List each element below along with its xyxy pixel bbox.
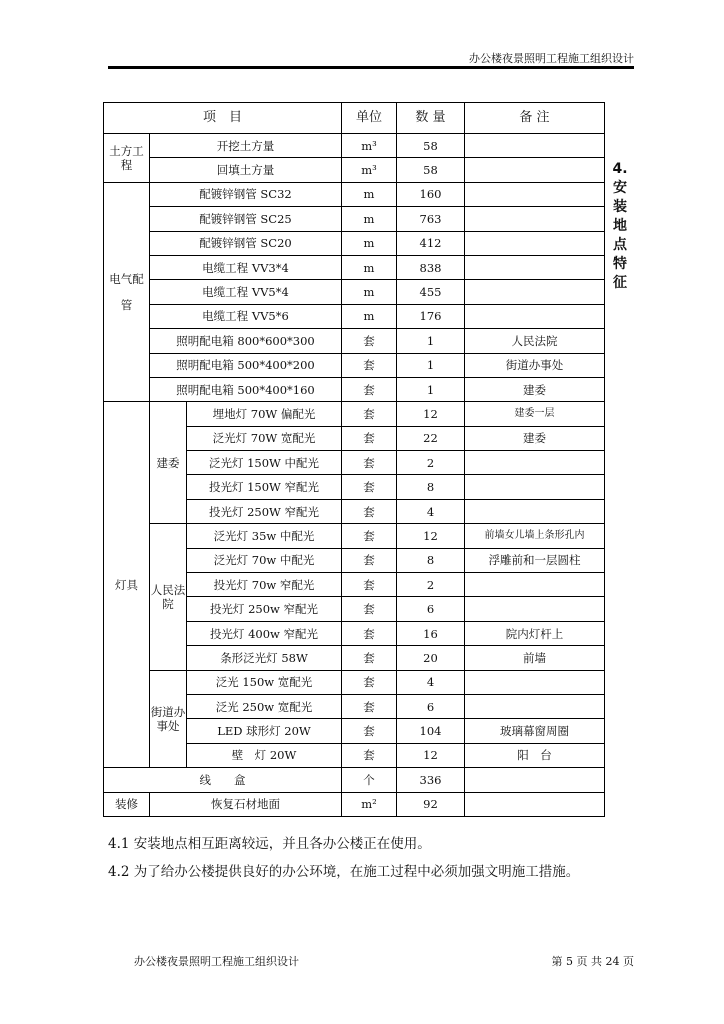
group-earthwork: 土方工程 xyxy=(104,134,150,183)
cell-note xyxy=(465,134,605,158)
cell-qty: 58 xyxy=(397,134,465,158)
group-electric: 电气配管 xyxy=(104,182,150,402)
cell-item: 投光灯 70w 窄配光 xyxy=(187,573,342,597)
group-lamps: 灯具 xyxy=(104,402,150,768)
cell-unit: m xyxy=(342,182,397,206)
cell-note xyxy=(465,499,605,523)
cell-qty: 2 xyxy=(397,573,465,597)
cell-unit: 套 xyxy=(342,499,397,523)
cell-unit: m² xyxy=(342,792,397,816)
cell-item: LED 球形灯 20W xyxy=(187,719,342,743)
header-title: 办公楼夜景照明工程施工组织设计 xyxy=(469,52,634,65)
header-unit: 单位 xyxy=(342,103,397,134)
cell-note: 前墙 xyxy=(465,646,605,670)
cell-note: 玻璃幕窗周圈 xyxy=(465,719,605,743)
cell-note: 街道办事处 xyxy=(465,353,605,377)
cell-unit: 套 xyxy=(342,670,397,694)
cell-note xyxy=(465,231,605,255)
cell-qty: 4 xyxy=(397,670,465,694)
cell-unit: 套 xyxy=(342,548,397,572)
cell-item: 泛光灯 70W 宽配光 xyxy=(187,426,342,450)
table-row xyxy=(104,377,605,401)
paragraph-4-1: 4.1 安装地点相互距离较远，并且各办公楼正在使用。 xyxy=(108,836,431,852)
table-row xyxy=(104,768,605,792)
cell-qty: 92 xyxy=(397,792,465,816)
header-qty: 数 量 xyxy=(397,103,465,134)
cell-qty: 455 xyxy=(397,280,465,304)
cell-note xyxy=(465,573,605,597)
cell-note: 人民法院 xyxy=(465,329,605,353)
table-row xyxy=(104,524,605,548)
cell-item: 投光灯 150W 窄配光 xyxy=(187,475,342,499)
subgroup-court: 人民法院 xyxy=(150,524,187,670)
cell-unit: 套 xyxy=(342,451,397,475)
cell-qty: 4 xyxy=(397,499,465,523)
cell-item: 泛光 250w 宽配光 xyxy=(187,694,342,718)
cell-item: 投光灯 250w 窄配光 xyxy=(187,597,342,621)
cell-qty: 20 xyxy=(397,646,465,670)
cell-note xyxy=(465,158,605,182)
cell-qty: 12 xyxy=(397,524,465,548)
table-row xyxy=(104,792,605,816)
cell-note xyxy=(465,304,605,328)
cell-item: 泛光灯 35w 中配光 xyxy=(187,524,342,548)
cell-unit: 套 xyxy=(342,573,397,597)
cell-item: 配镀锌钢管 SC32 xyxy=(150,182,342,206)
cell-qty: 838 xyxy=(397,255,465,279)
cell-unit: 套 xyxy=(342,719,397,743)
table-row xyxy=(104,182,605,206)
cell-unit: 套 xyxy=(342,524,397,548)
table-row xyxy=(104,402,605,426)
cell-item: 电缆工程 VV5*4 xyxy=(150,280,342,304)
cell-unit: m³ xyxy=(342,158,397,182)
cell-qty: 160 xyxy=(397,182,465,206)
cell-unit: 套 xyxy=(342,597,397,621)
header-item: 项 目 xyxy=(104,103,342,134)
cell-note xyxy=(465,597,605,621)
cell-note xyxy=(465,694,605,718)
cell-item: 投光灯 400w 窄配光 xyxy=(187,621,342,645)
cell-item: 投光灯 250W 窄配光 xyxy=(187,499,342,523)
table-row xyxy=(104,255,605,279)
cell-unit: m xyxy=(342,280,397,304)
cell-unit: 套 xyxy=(342,743,397,767)
cell-unit: 套 xyxy=(342,621,397,645)
cell-qty: 1 xyxy=(397,353,465,377)
cell-item: 回填土方量 xyxy=(150,158,342,182)
header-note: 备 注 xyxy=(465,103,605,134)
cell-unit: 套 xyxy=(342,353,397,377)
cell-note xyxy=(465,207,605,231)
table-row xyxy=(104,670,605,694)
cell-qty: 12 xyxy=(397,402,465,426)
cell-note xyxy=(465,670,605,694)
cell-qty: 412 xyxy=(397,231,465,255)
cell-item: 电缆工程 VV5*6 xyxy=(150,304,342,328)
table-row xyxy=(104,134,605,158)
cell-note xyxy=(465,768,605,792)
section-heading-side: 4.安装地点特征 xyxy=(612,161,628,291)
cell-qty: 2 xyxy=(397,451,465,475)
cell-qty: 336 xyxy=(397,768,465,792)
cell-note xyxy=(465,182,605,206)
cell-unit: 套 xyxy=(342,646,397,670)
table-row xyxy=(104,158,605,182)
header-rule xyxy=(108,66,634,69)
cell-item: 恢复石材地面 xyxy=(150,792,342,816)
cell-note xyxy=(465,792,605,816)
cell-unit: 套 xyxy=(342,402,397,426)
cell-unit: 套 xyxy=(342,694,397,718)
cell-item: 配镀锌钢管 SC25 xyxy=(150,207,342,231)
cell-item: 泛光灯 70w 中配光 xyxy=(187,548,342,572)
paragraph-4-2: 4.2 为了给办公楼提供良好的办公环境，在施工过程中必须加强文明施工措施。 xyxy=(108,864,580,880)
table-row xyxy=(104,280,605,304)
cell-item: 开挖土方量 xyxy=(150,134,342,158)
cell-qty: 8 xyxy=(397,475,465,499)
footer-page-number: 第 5 页 共 24 页 xyxy=(551,955,634,968)
cell-qty: 6 xyxy=(397,694,465,718)
table-row xyxy=(104,304,605,328)
cell-item: 电缆工程 VV3*4 xyxy=(150,255,342,279)
cell-note: 建委 xyxy=(465,426,605,450)
cell-item: 泛光 150w 宽配光 xyxy=(187,670,342,694)
cell-qty: 12 xyxy=(397,743,465,767)
cell-qty: 6 xyxy=(397,597,465,621)
cell-unit: m xyxy=(342,207,397,231)
footer-title: 办公楼夜景照明工程施工组织设计 xyxy=(134,955,299,968)
table-row xyxy=(104,207,605,231)
cell-item: 照明配电箱 500*400*200 xyxy=(150,353,342,377)
cell-item: 照明配电箱 800*600*300 xyxy=(150,329,342,353)
cell-unit: 套 xyxy=(342,475,397,499)
cell-item: 埋地灯 70W 偏配光 xyxy=(187,402,342,426)
cell-qty: 763 xyxy=(397,207,465,231)
cell-unit: m xyxy=(342,255,397,279)
group-decoration: 装修 xyxy=(104,792,150,816)
cell-unit: 套 xyxy=(342,377,397,401)
cell-note xyxy=(465,280,605,304)
cell-qty: 8 xyxy=(397,548,465,572)
table-header-row xyxy=(104,103,605,134)
cell-note: 院内灯杆上 xyxy=(465,621,605,645)
cell-note xyxy=(465,475,605,499)
subgroup-jianwei: 建委 xyxy=(150,402,187,524)
cell-item: 条形泛光灯 58W xyxy=(187,646,342,670)
cell-qty: 1 xyxy=(397,329,465,353)
cell-note: 阳 台 xyxy=(465,743,605,767)
cell-unit: 个 xyxy=(342,768,397,792)
cell-note: 建委一层 xyxy=(465,402,605,426)
cell-note: 前墙女儿墙上条形孔内 xyxy=(465,524,605,548)
cell-unit: 套 xyxy=(342,329,397,353)
cell-qty: 1 xyxy=(397,377,465,401)
cell-item: 照明配电箱 500*400*160 xyxy=(150,377,342,401)
table-row xyxy=(104,231,605,255)
cell-unit: m xyxy=(342,304,397,328)
cell-qty: 58 xyxy=(397,158,465,182)
cell-qty: 104 xyxy=(397,719,465,743)
quantity-table xyxy=(103,102,605,817)
table-row xyxy=(104,329,605,353)
cell-note xyxy=(465,451,605,475)
cell-unit: 套 xyxy=(342,426,397,450)
cell-unit: m³ xyxy=(342,134,397,158)
cell-unit: m xyxy=(342,231,397,255)
cell-qty: 16 xyxy=(397,621,465,645)
cell-note: 建委 xyxy=(465,377,605,401)
cell-note xyxy=(465,255,605,279)
cell-item: 泛光灯 150W 中配光 xyxy=(187,451,342,475)
cell-note: 浮雕前和一层圆柱 xyxy=(465,548,605,572)
table-row xyxy=(104,353,605,377)
cell-item: 线 盒 xyxy=(104,768,342,792)
cell-item: 配镀锌钢管 SC20 xyxy=(150,231,342,255)
subgroup-office: 街道办事处 xyxy=(150,670,187,768)
cell-item: 壁 灯 20W xyxy=(187,743,342,767)
cell-qty: 176 xyxy=(397,304,465,328)
cell-qty: 22 xyxy=(397,426,465,450)
